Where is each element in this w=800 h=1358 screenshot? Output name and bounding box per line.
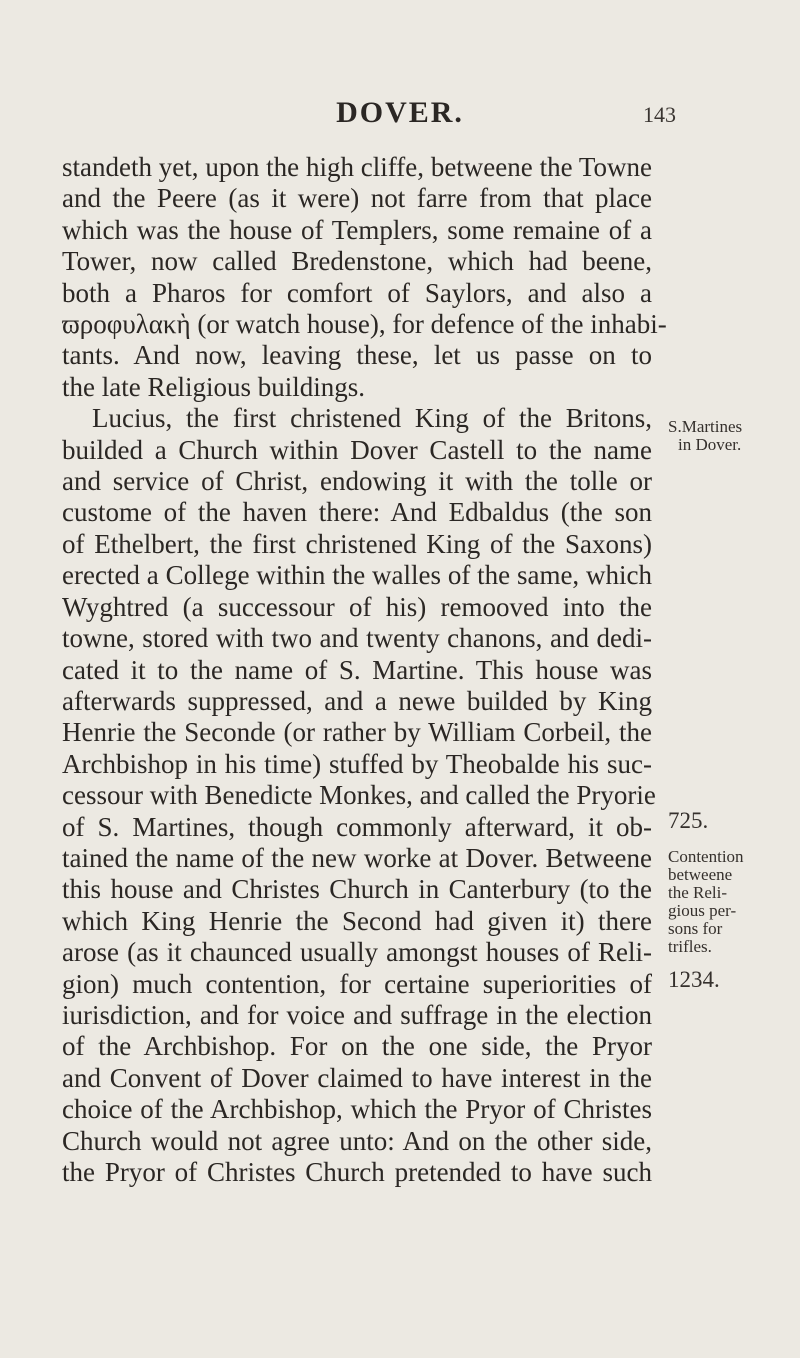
margin-note-line: S.Martines — [668, 417, 743, 436]
text-line: of S. Martines, though commonly afterward, it ob- — [62, 811, 652, 842]
margin-year-725: 725. — [668, 808, 709, 833]
text-line: Henrie the Seconde (or rather by William Corbeil, the — [62, 717, 652, 748]
margin-note-line: in Dover. — [678, 435, 742, 454]
text-line: which was the house of Templers, some remaine of a — [62, 214, 652, 245]
text-line: afterwards suppressed, and a newe builded by King — [62, 685, 652, 716]
margin-note-line: the Reli- — [668, 883, 728, 902]
page-header — [0, 96, 800, 144]
text-line: erected a College within the walles of the same, which — [62, 560, 652, 591]
text-line: Archbishop in his time) stuffed by Theobalde his suc- — [62, 748, 652, 779]
text-line: arose (as it chaunced usually amongst houses of Reli- — [62, 937, 652, 968]
margin-note-line: trifles. — [668, 937, 712, 956]
text-line: tants. And now, leaving these, let us passe on to — [62, 340, 652, 371]
text-line: which King Henrie the Second had given it) there — [62, 905, 652, 936]
text-line: ϖροφυλακὴ (or watch house), for defence of the inhabi- — [62, 309, 667, 340]
text-line: the late Religious buildings. — [62, 371, 365, 402]
text-line: towne, stored with two and twenty chanons, and dedi- — [62, 623, 652, 654]
running-title: DOVER. — [336, 96, 464, 129]
text-line: cated it to the name of S. Martine. This house was — [62, 654, 652, 685]
margin-note-s-martines — [668, 418, 742, 454]
text-line: choice of the Archbishop, which the Pryor of Christes — [62, 1094, 652, 1125]
text-line: of the Archbishop. For on the one side, the Pryor — [62, 1031, 652, 1062]
margin-note-line: gious per- — [668, 901, 737, 920]
page-number: 143 — [643, 102, 676, 127]
text-line: Tower, now called Bredenstone, which had beene, — [62, 246, 652, 277]
text-line: cessour with Benedicte Monkes, and called the Pryorie — [62, 780, 656, 811]
text-line: of Ethelbert, the first christened King of the Saxons) — [62, 528, 652, 559]
text-line: and service of Christ, endowing it with the tolle or — [62, 466, 652, 497]
text-line: iurisdiction, and for voice and suffrage in the election — [62, 999, 652, 1030]
text-line: and the Peere (as it were) not farre from that place — [62, 183, 652, 214]
text-line: standeth yet, upon the high cliffe, betweene the Towne — [62, 152, 652, 182]
body-text — [62, 152, 667, 1188]
text-line: gion) much contention, for certaine superiorities of — [62, 968, 652, 999]
margin-note-line: betweene — [668, 865, 733, 884]
text-line: both a Pharos for comfort of Saylors, and also a — [62, 277, 652, 308]
text-line: this house and Christes Church in Canterbury (to the — [62, 874, 652, 905]
margin-note-contention — [668, 848, 744, 956]
margin-note-line: Contention — [668, 847, 744, 866]
text-line: Wyghtred (a successour of his) remooved into the — [62, 591, 652, 622]
text-line: Church would not agree unto: And on the other side, — [62, 1125, 652, 1156]
margin-year-1234: 1234. — [668, 967, 720, 992]
text-line: the Pryor of Christes Church pretended to have such — [62, 1157, 652, 1187]
text-line: tained the name of the new worke at Dover. Betweene — [62, 842, 652, 873]
text-line: and Convent of Dover claimed to have interest in the — [62, 1062, 652, 1093]
text-line: Lucius, the first christened King of the Britons, — [92, 403, 652, 434]
text-line: custome of the haven there: And Edbaldus (the son — [62, 497, 652, 528]
text-line: builded a Church within Dover Castell to the name — [62, 434, 652, 465]
margin-note-line: sons for — [668, 919, 723, 938]
